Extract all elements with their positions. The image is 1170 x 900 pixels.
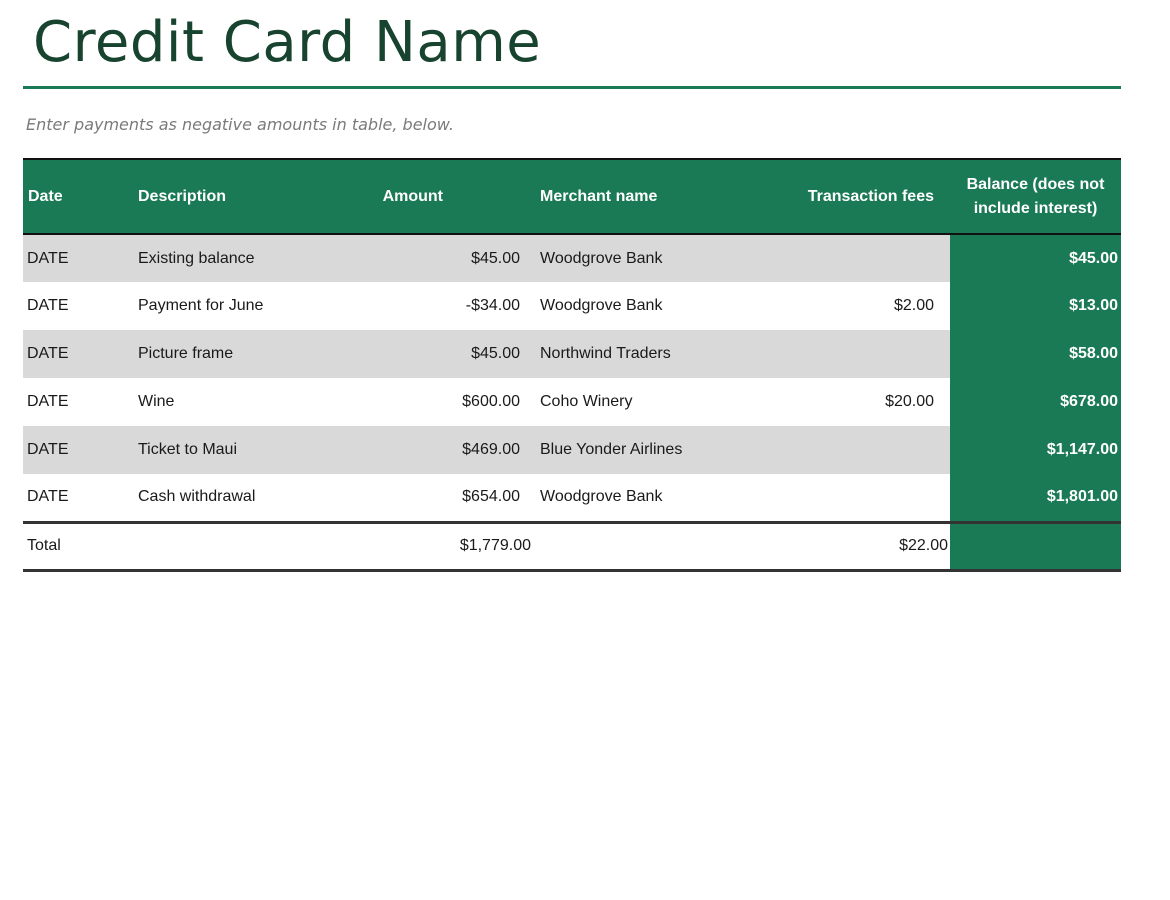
header-amount[interactable]: Amount xyxy=(382,187,443,205)
cell-balance[interactable]: $678.00 xyxy=(950,378,1121,426)
total-fees[interactable]: $22.00 xyxy=(741,522,950,570)
cell-amount[interactable]: $654.00 xyxy=(462,488,520,506)
cell-fees[interactable]: $20.00 xyxy=(885,393,934,410)
header-merchant-name[interactable]: Merchant name xyxy=(540,187,658,205)
table-row xyxy=(23,330,1121,378)
cell-description[interactable]: Existing balance xyxy=(133,234,333,282)
total-label: Total xyxy=(23,522,133,570)
cell-date[interactable]: DATE xyxy=(27,488,69,506)
cell-date[interactable]: DATE xyxy=(27,297,69,314)
cell-balance[interactable]: $1,147.00 xyxy=(950,426,1121,474)
cell-balance[interactable]: $45.00 xyxy=(950,234,1121,282)
cell-fees[interactable] xyxy=(741,234,950,282)
header-date[interactable]: Date xyxy=(28,187,63,205)
cell-description[interactable]: Payment for June xyxy=(138,297,264,314)
cell-merchant[interactable]: Coho Winery xyxy=(540,393,633,410)
cell-amount[interactable]: $600.00 xyxy=(462,393,520,410)
cell-merchant[interactable]: Woodgrove Bank xyxy=(540,488,663,506)
cell-fees[interactable] xyxy=(741,426,950,474)
table-row xyxy=(23,282,1121,330)
cell-amount[interactable]: $45.00 xyxy=(333,330,531,378)
table-row xyxy=(23,378,1121,426)
cell-description[interactable]: Cash withdrawal xyxy=(138,488,256,506)
total-description-cell[interactable] xyxy=(133,522,333,570)
header-balance[interactable]: Balance (does not include interest) xyxy=(966,175,1105,217)
cell-amount[interactable]: $45.00 xyxy=(333,234,531,282)
total-amount[interactable]: $1,779.00 xyxy=(333,522,531,570)
total-merchant-cell[interactable] xyxy=(531,522,741,570)
cell-merchant[interactable]: Woodgrove Bank xyxy=(540,297,663,314)
transactions-table xyxy=(23,158,1121,572)
cell-balance[interactable]: $58.00 xyxy=(950,330,1121,378)
cell-balance[interactable]: $1,801.00 xyxy=(950,474,1121,522)
cell-merchant[interactable]: Northwind Traders xyxy=(531,330,741,378)
cell-date[interactable]: DATE xyxy=(23,234,133,282)
cell-amount[interactable]: -$34.00 xyxy=(465,297,520,314)
table-header xyxy=(23,159,1121,234)
table-body xyxy=(23,234,1121,570)
table-row xyxy=(23,234,1121,282)
header-transaction-fees[interactable]: Transaction fees xyxy=(807,187,934,205)
cell-date[interactable]: DATE xyxy=(23,330,133,378)
cell-fees[interactable] xyxy=(741,330,950,378)
cell-merchant[interactable]: Woodgrove Bank xyxy=(531,234,741,282)
cell-balance[interactable]: $13.00 xyxy=(950,282,1121,330)
cell-date[interactable]: DATE xyxy=(23,426,133,474)
cell-description[interactable]: Ticket to Maui xyxy=(133,426,333,474)
total-row xyxy=(23,522,1121,570)
header-description[interactable]: Description xyxy=(138,187,227,205)
cell-fees[interactable]: $2.00 xyxy=(893,297,934,314)
title-divider xyxy=(23,86,1121,89)
cell-fees[interactable] xyxy=(741,474,950,522)
instruction-text: Enter payments as negative amounts in table, below. xyxy=(26,115,454,134)
table-row xyxy=(23,474,1121,522)
cell-amount[interactable]: $469.00 xyxy=(333,426,531,474)
page-title: Credit Card Name xyxy=(33,10,542,75)
cell-date[interactable]: DATE xyxy=(27,393,69,410)
total-balance-cell[interactable] xyxy=(950,522,1121,570)
header-row xyxy=(23,159,1121,234)
table-row xyxy=(23,426,1121,474)
cell-description[interactable]: Picture frame xyxy=(133,330,333,378)
cell-merchant[interactable]: Blue Yonder Airlines xyxy=(531,426,741,474)
cell-description[interactable]: Wine xyxy=(138,393,175,410)
